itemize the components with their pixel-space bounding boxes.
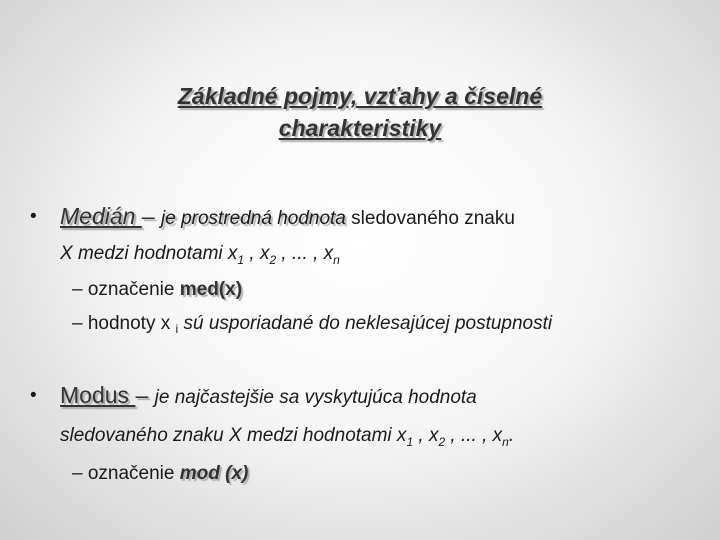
- subscript-n: n: [502, 434, 509, 449]
- median-dash: –: [141, 203, 162, 229]
- median-sub-item-2: [72, 313, 552, 336]
- median-line-2: [60, 243, 340, 267]
- median-sub-item-1: [72, 279, 242, 301]
- median-values-text: X medzi hodnotami x: [60, 243, 238, 264]
- subscript-2: 2: [269, 252, 277, 267]
- separator: , x: [413, 425, 439, 446]
- slide-title: [60, 80, 660, 144]
- modus-dash: –: [135, 382, 155, 408]
- modus-values-text: sledovaného znaku X medzi hodnotami x: [60, 425, 407, 446]
- modus-line-end: .: [508, 425, 515, 446]
- median-definition-rest: sledovaného znaku: [345, 208, 515, 229]
- modus-term: Modus: [60, 382, 136, 408]
- median-notation-label: – označenie: [72, 279, 180, 300]
- modus-notation-label: – označenie: [72, 463, 180, 484]
- median-bullet: •: [30, 206, 37, 227]
- subscript-1: 1: [406, 434, 414, 449]
- median-definition: je prostredná hodnota: [161, 208, 346, 229]
- subscript-1: 1: [237, 252, 245, 267]
- median-ordering-text: sú usporiadané do neklesajúcej postupnosti: [178, 313, 553, 334]
- subscript-2: 2: [438, 434, 446, 449]
- separator: , x: [244, 243, 270, 264]
- median-values-label: – hodnoty x: [72, 313, 176, 334]
- modus-sub-item-1: [72, 463, 248, 485]
- median-term: Medián: [60, 203, 142, 229]
- modus-notation-value: mod (x): [179, 463, 249, 484]
- modus-bullet: •: [30, 385, 37, 406]
- median-line-1: [60, 203, 515, 230]
- subscript-i: i: [175, 322, 179, 336]
- modus-line-1: [60, 382, 477, 409]
- separator: , ... , x: [276, 243, 334, 264]
- median-notation-value: med(x): [179, 279, 243, 300]
- separator: , ... , x: [445, 425, 503, 446]
- title-line-1: Základné pojmy, vzťahy a číselné: [177, 83, 543, 109]
- title-line-2: charakteristiky: [278, 115, 442, 141]
- modus-line-2: [60, 425, 514, 449]
- modus-definition: je najčastejšie sa vyskytujúca hodnota: [154, 387, 477, 408]
- subscript-n: n: [333, 252, 340, 267]
